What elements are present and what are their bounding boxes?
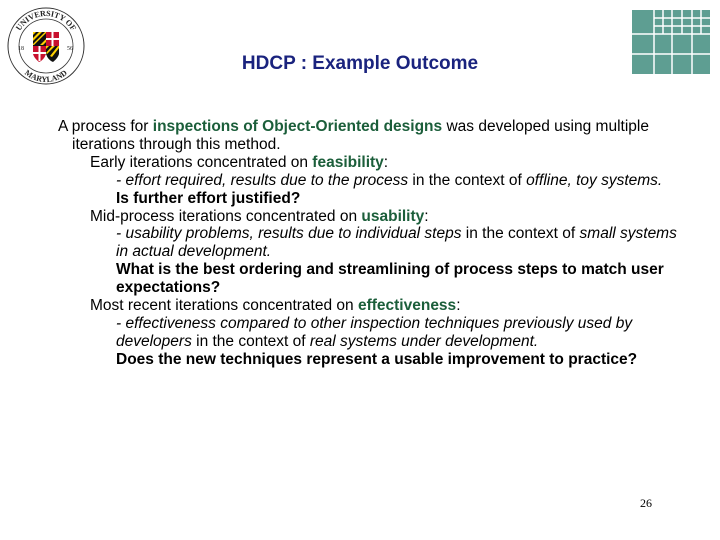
intro-text-after: was developed using multiple iterations through this method. (72, 118, 649, 153)
page-number: 26 (640, 496, 652, 510)
iteration-heading (90, 208, 690, 226)
iteration-heading (90, 154, 690, 172)
logo-text-bottom: MARYLAND (23, 68, 69, 85)
intro-paragraph (58, 118, 690, 154)
iteration-detail (116, 225, 690, 261)
iteration-question: Is further effort justified? (116, 189, 301, 207)
detail-text: in the context of (191, 332, 310, 350)
iteration-lead: Early iterations concentrated on (90, 153, 313, 171)
iteration-lead: Most recent iterations concentrated on (90, 297, 358, 315)
detail-text: - effectiveness compared to other inspection techniques previously used by developers (116, 314, 633, 350)
detail-text: offline, toy systems. (526, 171, 663, 189)
iteration-heading (90, 297, 690, 315)
iteration-keyword: feasibility (312, 153, 384, 171)
iteration-question: What is the best ordering and streamlining of process steps to match user expectations? (116, 261, 664, 297)
detail-text: in the context of (461, 225, 580, 243)
slide-body (58, 118, 690, 369)
intro-text: A process for (58, 118, 153, 135)
detail-text: small systems in actual development. (116, 225, 677, 261)
detail-text: - effort required, results due to the process (116, 171, 409, 189)
logo-year-left: 18 (18, 46, 24, 52)
detail-text: - usability problems, results due to individual steps (116, 225, 462, 243)
iteration-colon: : (383, 153, 389, 171)
logo-text-top: UNIVERSITY OF (14, 8, 78, 33)
slide-title: HDCP : Example Outcome (241, 53, 479, 74)
detail-text: real systems under development. (309, 332, 539, 350)
iteration-keyword: usability (361, 207, 425, 225)
intro-highlight: inspections of Object-Oriented designs (152, 118, 443, 135)
iteration-detail (116, 315, 690, 351)
iteration-question: Does the new techniques represent a usable improvement to practice? (116, 350, 638, 368)
iteration-sections (58, 154, 690, 369)
iteration-keyword: effectiveness (357, 297, 457, 315)
logo-year-right: 56 (67, 46, 73, 52)
iteration-detail (116, 172, 690, 190)
iteration-colon: : (424, 207, 429, 225)
iteration-colon: : (456, 297, 461, 315)
iteration-lead: Mid-process iterations concentrated on (90, 207, 362, 225)
detail-text: in the context of (408, 171, 527, 189)
